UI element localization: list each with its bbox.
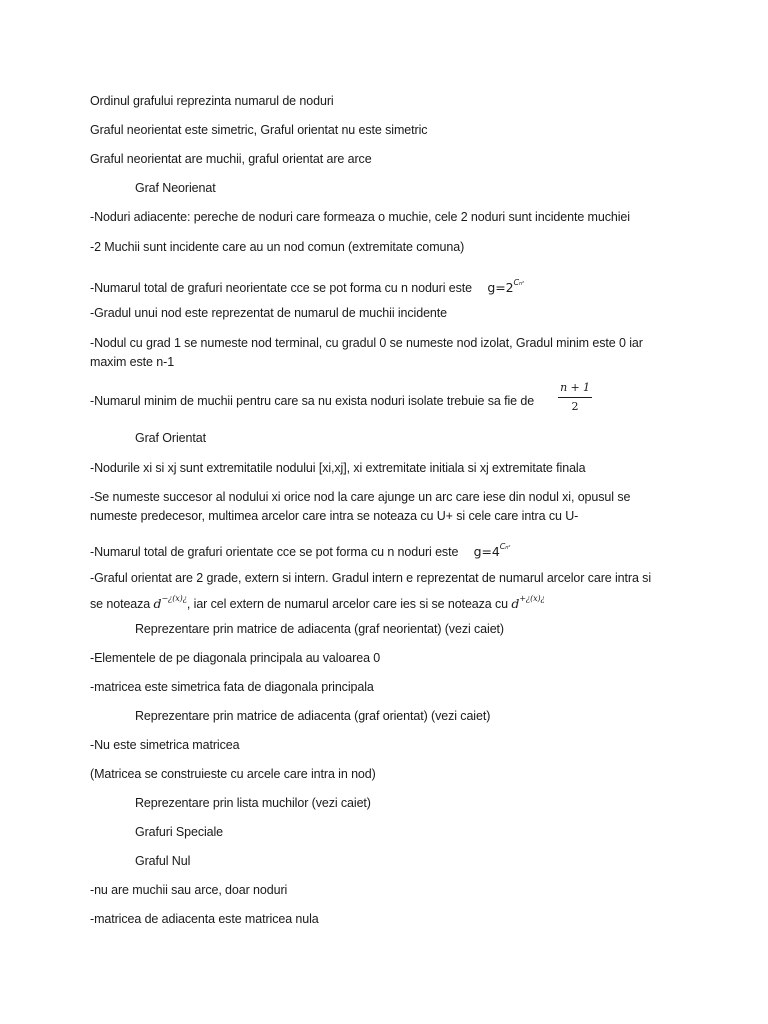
formula-grad-extern xyxy=(511,596,544,611)
text-span: se noteaza xyxy=(90,597,151,611)
section-heading: Reprezentare prin matrice de adiacenta (graf neorientat) (vezi caiet) xyxy=(135,622,504,636)
section-heading: Reprezentare prin lista muchilor (vezi caiet) xyxy=(135,796,371,810)
formula-base: d xyxy=(153,596,162,611)
text-line: -Graful orientat are 2 grade, extern si intern. Gradul intern e reprezentat de numarul arcelor care intra si xyxy=(90,571,652,585)
text-line: -Numarul minim de muchii pentru care sa nu exista noduri isolate trebuie sa fie de xyxy=(90,394,535,408)
text-line: -nu are muchii sau arce, doar noduri xyxy=(90,883,288,897)
text-span: -Numarul total de grafuri orientate cce se pot forma cu n noduri este xyxy=(90,545,459,559)
formula-exp: C xyxy=(513,278,519,287)
text-line: -Nodul cu grad 1 se numeste nod terminal, cu gradul 0 se numeste nod izolat, Gradul minim este 0 iar xyxy=(90,336,643,350)
text-line: Graful neorientat are muchii, graful orientat are arce xyxy=(90,152,372,166)
formula-base: d xyxy=(511,596,520,611)
formula-exp-sub: n² xyxy=(505,545,511,551)
text-line: -Nodurile xi si xj sunt extremitatile nodului [xi,xj], xi extremitate initiala si xj extremitate finala xyxy=(90,461,586,475)
text-span: -Numarul total de grafuri neorientate cce se pot forma cu n noduri este xyxy=(90,281,472,295)
formula-base: g=4 xyxy=(473,544,500,559)
text-line xyxy=(90,590,545,613)
text-line: -Nu este simetrica matricea xyxy=(90,738,240,752)
fraction-bar xyxy=(558,397,592,398)
text-line: -Gradul unui nod este reprezentat de numarul de muchii incidente xyxy=(90,306,448,320)
section-heading: Graf Neorienat xyxy=(135,181,216,195)
text-line xyxy=(90,274,524,297)
formula-fraction xyxy=(558,381,592,414)
text-line: Ordinul grafului reprezinta numarul de noduri xyxy=(90,94,334,108)
fraction-numerator: n + 1 xyxy=(560,381,590,394)
formula-orientate xyxy=(474,544,511,559)
text-span: , iar cel extern de numarul arcelor care ies si se noteaza cu xyxy=(186,597,509,611)
text-line: -matricea este simetrica fata de diagonala principala xyxy=(90,680,374,694)
text-line: -Noduri adiacente: pereche de noduri care formeaza o muchie, cele 2 noduri sunt incidente muchiei xyxy=(90,210,630,224)
text-line: -2 Muchii sunt incidente care au un nod comun (extremitate comuna) xyxy=(90,240,465,254)
formula-exp: C xyxy=(499,542,506,551)
text-line: numeste predecesor, multimea arcelor care intra se noteaza cu U+ si cele care intra cu U- xyxy=(90,509,579,523)
formula-grad-intern xyxy=(154,596,187,611)
section-heading: Graful Nul xyxy=(135,854,191,868)
text-line: Graful neorientat este simetric, Graful orientat nu este simetric xyxy=(90,123,428,137)
formula-exponent xyxy=(500,542,510,551)
formula-base: g=2 xyxy=(487,280,514,295)
formula-exp-sub: n² xyxy=(518,281,524,287)
text-line: (Matricea se construieste cu arcele care intra in nod) xyxy=(90,767,376,781)
formula-exponent: +¿(x)¿ xyxy=(519,594,545,603)
section-heading: Grafuri Speciale xyxy=(135,825,224,839)
formula-neorientate xyxy=(487,280,524,295)
fraction-denominator: 2 xyxy=(571,400,579,413)
text-line: -matricea de adiacenta este matricea nula xyxy=(90,912,319,926)
formula-exponent xyxy=(513,278,523,287)
formula-exponent: −¿(x)¿ xyxy=(161,594,187,603)
section-heading: Reprezentare prin matrice de adiacenta (graf orientat) (vezi caiet) xyxy=(135,709,491,723)
text-line xyxy=(90,538,510,561)
text-line: maxim este n-1 xyxy=(90,355,175,369)
section-heading: Graf Orientat xyxy=(135,431,206,445)
text-line: -Se numeste succesor al nodului xi orice nod la care ajunge un arc care iese din nodul xi, opusul se xyxy=(90,490,631,504)
text-line: -Elementele de pe diagonala principala au valoarea 0 xyxy=(90,651,381,665)
